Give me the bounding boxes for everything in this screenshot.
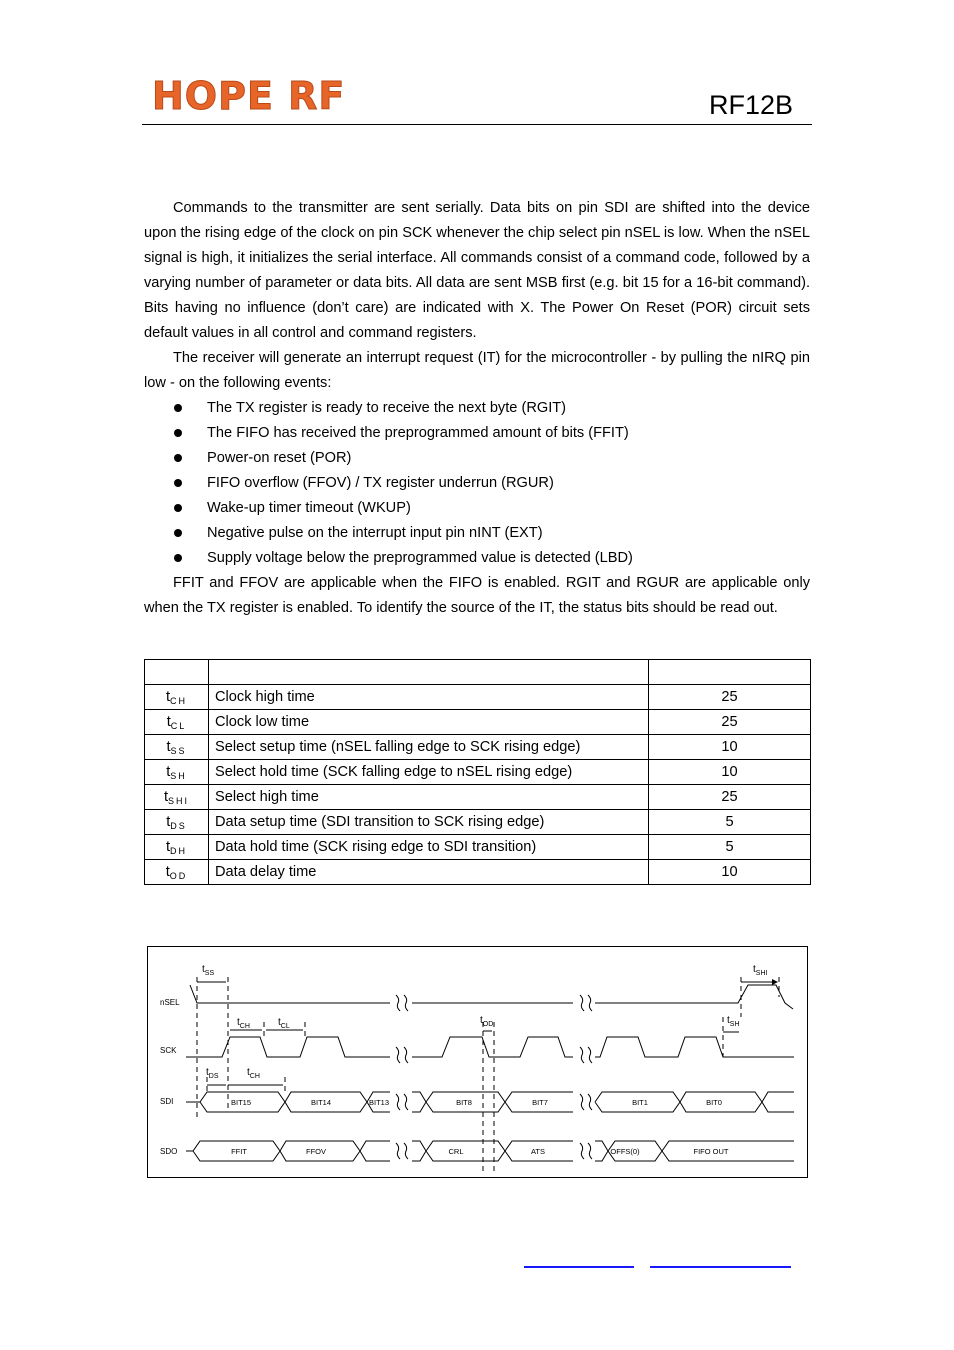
list-item: Supply voltage below the preprogrammed value is detected (LBD)	[172, 546, 633, 571]
symbol-cell: $t_{SH}$	[145, 760, 209, 785]
label-tshi: $t_{SHI}$	[753, 964, 768, 977]
list-item: The FIFO has received the preprogrammed amount of bits (FFIT)	[172, 421, 633, 446]
symbol-cell: $t_{DH}$	[145, 835, 209, 860]
sdo-bit-label: FFOV	[306, 1147, 326, 1156]
symbol-cell: $t_{CL}$	[145, 710, 209, 735]
symbol-cell: $t_{OD}$	[145, 860, 209, 885]
table-row	[145, 685, 811, 710]
label-tdh: $t_{CH}$	[247, 1067, 260, 1080]
table-header-row	[145, 660, 811, 685]
header-cell	[209, 660, 649, 685]
list-item: Wake-up timer timeout (WKUP)	[172, 496, 633, 521]
sdo-bit-label: FIFO OUT	[693, 1147, 729, 1156]
signal-label-nsel: nSEL	[160, 998, 180, 1007]
interrupt-paragraph	[144, 346, 810, 396]
description-cell: Select hold time (SCK falling edge to nSEL rising edge)	[209, 760, 649, 785]
event-list	[172, 396, 633, 571]
model-title: RF12B	[708, 90, 793, 120]
table-row	[145, 785, 811, 810]
list-item: Power-on reset (POR)	[172, 446, 633, 471]
table-row	[145, 860, 811, 885]
symbol-cell: $t_{DS}$	[145, 810, 209, 835]
symbol-cell: $t_{SHI}$	[145, 785, 209, 810]
sdi-bit-label: BIT0	[706, 1098, 722, 1107]
sdi-bit-label: BIT1	[632, 1098, 648, 1107]
footer-link-underline[interactable]	[524, 1266, 634, 1268]
description-cell: Select high time	[209, 785, 649, 810]
footer-link-underline[interactable]	[650, 1266, 791, 1268]
label-tch: $t_{CH}$	[237, 1017, 250, 1030]
value-cell: 5	[649, 810, 811, 835]
sdi-waveform	[186, 1092, 794, 1112]
sdo-bit-label: CRL	[448, 1147, 464, 1156]
symbol-cell: $t_{SS}$	[145, 735, 209, 760]
description-cell: Data hold time (SCK rising edge to SDI transition)	[209, 835, 649, 860]
header-cell	[649, 660, 811, 685]
intro-paragraph	[144, 196, 810, 346]
interrupt-text: The receiver will generate an interrupt request (IT) for the microcontroller - by pulling the nIRQ pin low - on the following events:	[144, 350, 810, 391]
value-cell: 10	[649, 760, 811, 785]
table-row	[145, 835, 811, 860]
table-row	[145, 760, 811, 785]
timing-arrows	[197, 982, 777, 1085]
list-item: The TX register is ready to receive the next byte (RGIT)	[172, 396, 633, 421]
label-tcl: $t_{CL}$	[278, 1017, 290, 1030]
value-cell: 10	[649, 860, 811, 885]
table-row	[145, 735, 811, 760]
label-tsh: $t_{SH}$	[727, 1015, 740, 1028]
sdi-bit-label: BIT15	[230, 1098, 252, 1107]
description-cell: Clock high time	[209, 685, 649, 710]
description-cell: Data setup time (SDI transition to SCK rising edge)	[209, 810, 649, 835]
description-cell: Data delay time	[209, 860, 649, 885]
description-cell: Clock low time	[209, 710, 649, 735]
sdo-bit-label: ATS	[530, 1147, 546, 1156]
sdi-bit-label: BIT13	[368, 1098, 390, 1107]
label-tds: $t_{DS}$	[206, 1067, 219, 1080]
signal-label-sdo: SDO	[160, 1147, 178, 1156]
sdi-bit-label: BIT8	[456, 1098, 472, 1107]
list-item: Negative pulse on the interrupt input pin nINT (EXT)	[172, 521, 633, 546]
timing-table	[144, 659, 811, 885]
intro-text: Commands to the transmitter are sent serially. Data bits on pin SDI are shifted into the device upon the rising edge of the clock on pin SCK whenever the chip select pin nSEL is low. When the nSEL signal is high, it initializes the serial interface. All commands consist of a command code, followed by a varying number of parameter or data bits. All data are sent MSB first (e.g. bit 15 for a 16-bit command). Bits having no influence (don’t care) are indicated with X. The Power On Reset (POR) circuit sets default values in all control and command registers.	[144, 200, 810, 341]
value-cell: 10	[649, 735, 811, 760]
value-cell: 25	[649, 685, 811, 710]
label-tod: $t_{OD}$	[480, 1015, 494, 1028]
header-rule	[142, 124, 812, 125]
sdi-bit-label: BIT14	[310, 1098, 332, 1107]
description-cell: Select setup time (nSEL falling edge to SCK rising edge)	[209, 735, 649, 760]
sck-waveform	[186, 1037, 794, 1057]
sdo-bit-label: FFIT	[231, 1147, 247, 1156]
signal-label-sck: SCK	[160, 1046, 177, 1055]
timing-diagram	[147, 946, 808, 1178]
closing-paragraph	[144, 571, 810, 621]
value-cell: 5	[649, 835, 811, 860]
sdi-bit-label: BIT7	[532, 1098, 548, 1107]
header-cell	[145, 660, 209, 685]
closing-text: FFIT and FFOV are applicable when the FIFO is enabled. RGIT and RGUR are applicable only when the TX register is enabled. To identify the source of the IT, the status bits should be read out.	[144, 575, 810, 616]
signal-label-sdi: SDI	[160, 1097, 174, 1106]
timing-guides	[197, 977, 779, 1172]
value-cell: 25	[649, 710, 811, 735]
hope-rf-logo: HOPE RF	[152, 74, 346, 118]
sdo-bit-label: OFFS(0)	[610, 1147, 640, 1156]
table-row	[145, 810, 811, 835]
label-tss: $t_{SS}$	[202, 964, 215, 977]
list-item: FIFO overflow (FFOV) / TX register underrun (RGUR)	[172, 471, 633, 496]
nsel-waveform	[190, 985, 793, 1009]
symbol-cell: $t_{CH}$	[145, 685, 209, 710]
table-row	[145, 710, 811, 735]
value-cell: 25	[649, 785, 811, 810]
